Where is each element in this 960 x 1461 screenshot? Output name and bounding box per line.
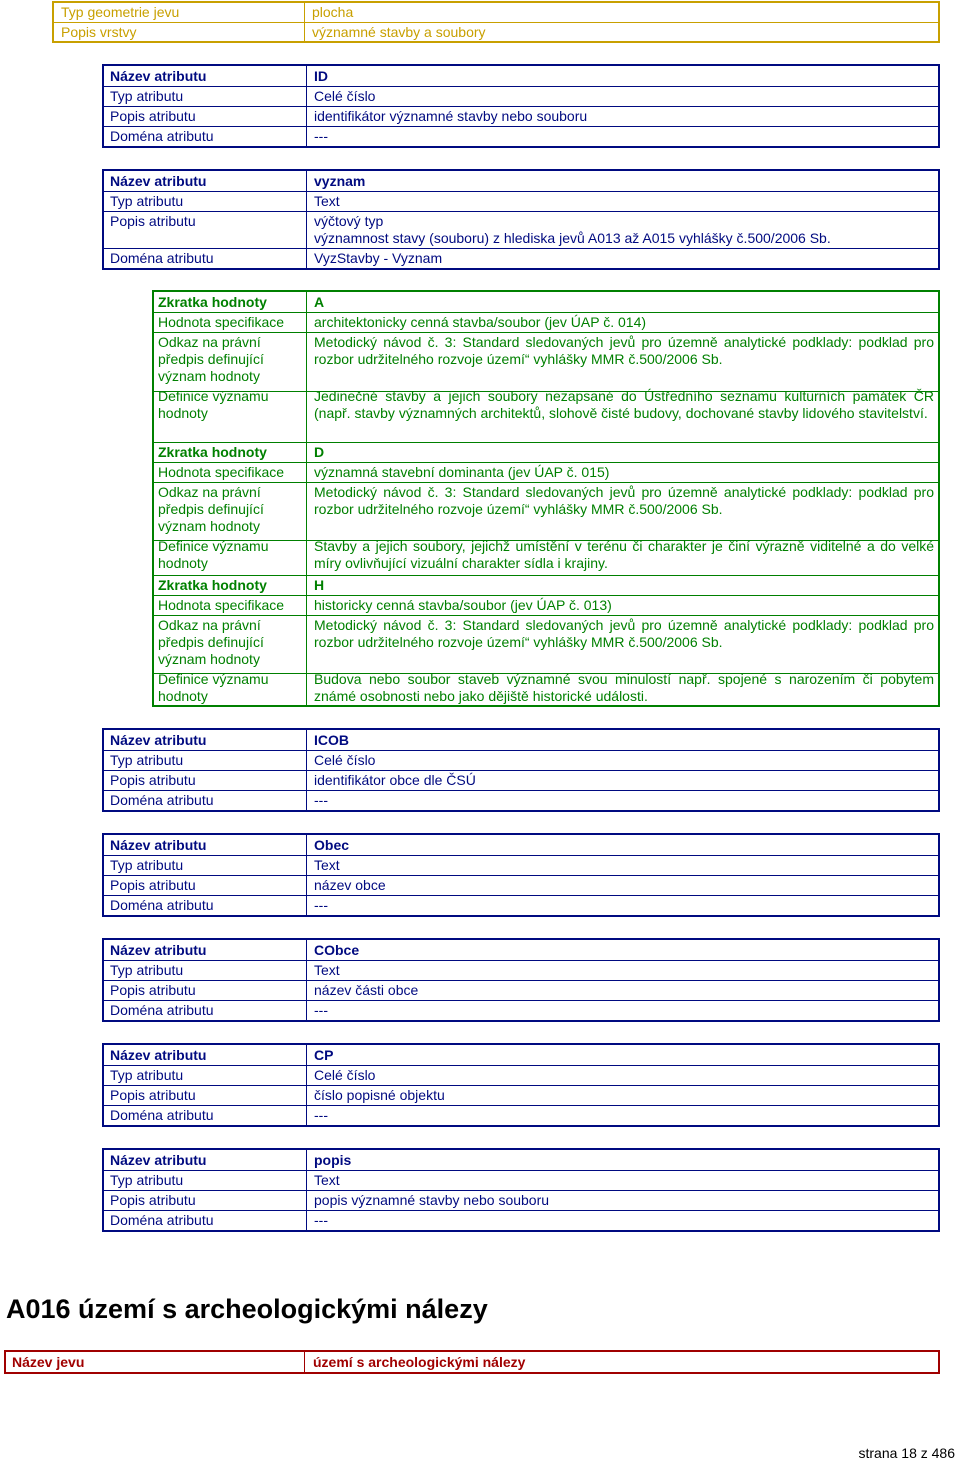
attr-type-label: Typ atributu — [110, 857, 184, 873]
abbr-value: A — [314, 294, 325, 310]
ref-value: Metodický návod č. 3: Standard sledovaných jevů pro územně analytické podklady: podklad pro rozbor udržitelného rozvoje území“ vyhlášky MMR č.500/2006 Sb. — [314, 334, 934, 367]
value-table — [152, 290, 940, 707]
attr-domain-label: Doména atributu — [110, 128, 214, 144]
attr-domain-label: Doména atributu — [110, 1002, 214, 1018]
attr-desc-label: Popis atributu — [110, 1087, 196, 1103]
attr-desc-label: Popis atributu — [110, 213, 196, 229]
abbr-label: Zkratka hodnoty — [158, 444, 267, 460]
ref-label-line1: Odkaz na právní — [158, 617, 261, 633]
spec-label: Hodnota specifikace — [158, 314, 285, 330]
attr-name-label: Název atributu — [110, 732, 207, 748]
layer-desc-value: významné stavby a soubory — [312, 24, 486, 40]
attr-desc-label: Popis atributu — [110, 108, 196, 124]
attr-name-label: Název atributu — [110, 1152, 207, 1168]
attr-desc-value: číslo popisné objektu — [314, 1087, 445, 1103]
geometry-type-label: Typ geometrie jevu — [61, 4, 180, 20]
attr-domain-label: Doména atributu — [110, 897, 214, 913]
def-label-line2: hodnoty — [158, 555, 208, 571]
ref-label-line1: Odkaz na právní — [158, 334, 261, 350]
def-value: Budova nebo soubor staveb významné svou minulostí např. spojené s narozením či pobytem známé osobnosti nebo jako dějiště historické události. — [314, 671, 934, 704]
spec-label: Hodnota specifikace — [158, 597, 285, 613]
attr-type-label: Typ atributu — [110, 1172, 184, 1188]
attr-name-label: Název atributu — [110, 942, 207, 958]
attr-desc-value: název části obce — [314, 982, 419, 998]
ref-label-line1: Odkaz na právní — [158, 484, 261, 500]
spec-value: významná stavební dominanta (jev ÚAP č. 015) — [314, 464, 610, 480]
attr-name-value: CP — [314, 1047, 334, 1063]
attr-type-label: Typ atributu — [110, 88, 184, 104]
attr-desc-label: Popis atributu — [110, 1192, 196, 1208]
attribute-table-obec — [102, 833, 940, 917]
abbr-label: Zkratka hodnoty — [158, 294, 267, 310]
ref-value: Metodický návod č. 3: Standard sledovaných jevů pro územně analytické podklady: podklad pro rozbor udržitelného rozvoje území“ vyhlášky MMR č.500/2006 Sb. — [314, 617, 934, 650]
attr-domain-label: Doména atributu — [110, 792, 214, 808]
attr-desc-label: Popis atributu — [110, 982, 196, 998]
attr-type-label: Typ atributu — [110, 193, 184, 209]
attr-domain-label: Doména atributu — [110, 250, 214, 266]
attr-domain-value: VyzStavby - Vyznam — [314, 250, 443, 266]
attr-domain-value: --- — [314, 1002, 328, 1018]
def-value: Stavby a jejich soubory, jejichž umístění v terénu či charakter je činí výrazně viditelné a do velké míry ovlivňující vizuální charakter sídla i krajiny. — [314, 538, 934, 571]
phenomenon-name-label: Název jevu — [12, 1354, 85, 1370]
attr-desc-value: identifikátor obce dle ČSÚ — [314, 772, 476, 788]
attr-name-value: vyznam — [314, 173, 366, 189]
attribute-table-id — [102, 64, 940, 148]
spec-value: historicky cenná stavba/soubor (jev ÚAP č. 013) — [314, 597, 612, 613]
attr-type-value: Text — [314, 962, 340, 978]
attribute-table-cp — [102, 1043, 940, 1127]
abbr-value: D — [314, 444, 325, 460]
ref-label-line3: význam hodnoty — [158, 368, 260, 384]
page-number: strana 18 z 486 — [858, 1445, 955, 1461]
phenomenon-table — [4, 1350, 940, 1374]
section-heading: A016 území s archeologickými nálezy — [6, 1294, 488, 1324]
attr-desc-value-2: významnost stavy (souboru) z hlediska jevů A013 až A015 vyhlášky č.500/2006 Sb. — [314, 230, 831, 246]
attr-domain-label: Doména atributu — [110, 1107, 214, 1123]
attr-desc-value: název obce — [314, 877, 386, 893]
attribute-table-cobce — [102, 938, 940, 1022]
def-label-line1: Definice významu — [158, 388, 269, 404]
attr-domain-value: --- — [314, 1212, 328, 1228]
ref-value: Metodický návod č. 3: Standard sledovaných jevů pro územně analytické podklady: podklad pro rozbor udržitelného rozvoje území“ vyhlášky MMR č.500/2006 Sb. — [314, 484, 934, 517]
attr-domain-value: --- — [314, 128, 328, 144]
phenomenon-name-value: území s archeologickými nálezy — [313, 1354, 526, 1370]
attr-desc-value: identifikátor významné stavby nebo souboru — [314, 108, 588, 124]
ref-label-line2: předpis definující — [158, 501, 264, 517]
attr-domain-value: --- — [314, 897, 328, 913]
spec-label: Hodnota specifikace — [158, 464, 285, 480]
attr-name-value: ICOB — [314, 732, 349, 748]
attribute-table-vyznam — [102, 169, 940, 270]
attr-name-value: popis — [314, 1152, 352, 1168]
attr-desc-label: Popis atributu — [110, 772, 196, 788]
attr-name-value: ID — [314, 68, 328, 84]
attr-type-value: Text — [314, 857, 340, 873]
attr-domain-value: --- — [314, 1107, 328, 1123]
geometry-type-value: plocha — [312, 4, 354, 20]
attr-type-value: Celé číslo — [314, 88, 376, 104]
attribute-table-popis — [102, 1148, 940, 1232]
ref-label-line2: předpis definující — [158, 351, 264, 367]
attribute-table-icob — [102, 728, 940, 812]
ref-label-line3: význam hodnoty — [158, 651, 260, 667]
def-value: Jedinečné stavby a jejich soubory nezapsané do Ústředního seznamu kulturních památek ČR (např. stavby významných architektů, slohově čisté budovy, dochované stavby lidového stavitelství. — [314, 388, 934, 421]
spec-value: architektonicky cenná stavba/soubor (jev ÚAP č. 014) — [314, 314, 647, 330]
attr-domain-value: --- — [314, 792, 328, 808]
attr-type-value: Celé číslo — [314, 1067, 376, 1083]
attr-type-label: Typ atributu — [110, 752, 184, 768]
attr-name-value: Obec — [314, 837, 350, 853]
attr-name-label: Název atributu — [110, 837, 207, 853]
def-label-line1: Definice významu — [158, 671, 269, 687]
ref-label-line3: význam hodnoty — [158, 518, 260, 534]
attr-type-value: Text — [314, 1172, 340, 1188]
attr-type-label: Typ atributu — [110, 1067, 184, 1083]
abbr-label: Zkratka hodnoty — [158, 577, 267, 593]
abbr-value: H — [314, 577, 325, 593]
attr-domain-label: Doména atributu — [110, 1212, 214, 1228]
attr-type-value: Celé číslo — [314, 752, 376, 768]
layer-desc-label: Popis vrstvy — [61, 24, 137, 40]
attr-desc-value: popis významné stavby nebo souboru — [314, 1192, 550, 1208]
geometry-table — [52, 1, 940, 43]
attr-desc-label: Popis atributu — [110, 877, 196, 893]
def-label-line2: hodnoty — [158, 688, 208, 704]
attr-name-label: Název atributu — [110, 1047, 207, 1063]
attr-type-value: Text — [314, 193, 340, 209]
attr-desc-value: výčtový typ — [314, 213, 384, 229]
attr-name-label: Název atributu — [110, 68, 207, 84]
attr-type-label: Typ atributu — [110, 962, 184, 978]
attr-name-label: Název atributu — [110, 173, 207, 189]
def-label-line1: Definice významu — [158, 538, 269, 554]
def-label-line2: hodnoty — [158, 405, 208, 421]
attr-name-value: CObce — [314, 942, 360, 958]
ref-label-line2: předpis definující — [158, 634, 264, 650]
